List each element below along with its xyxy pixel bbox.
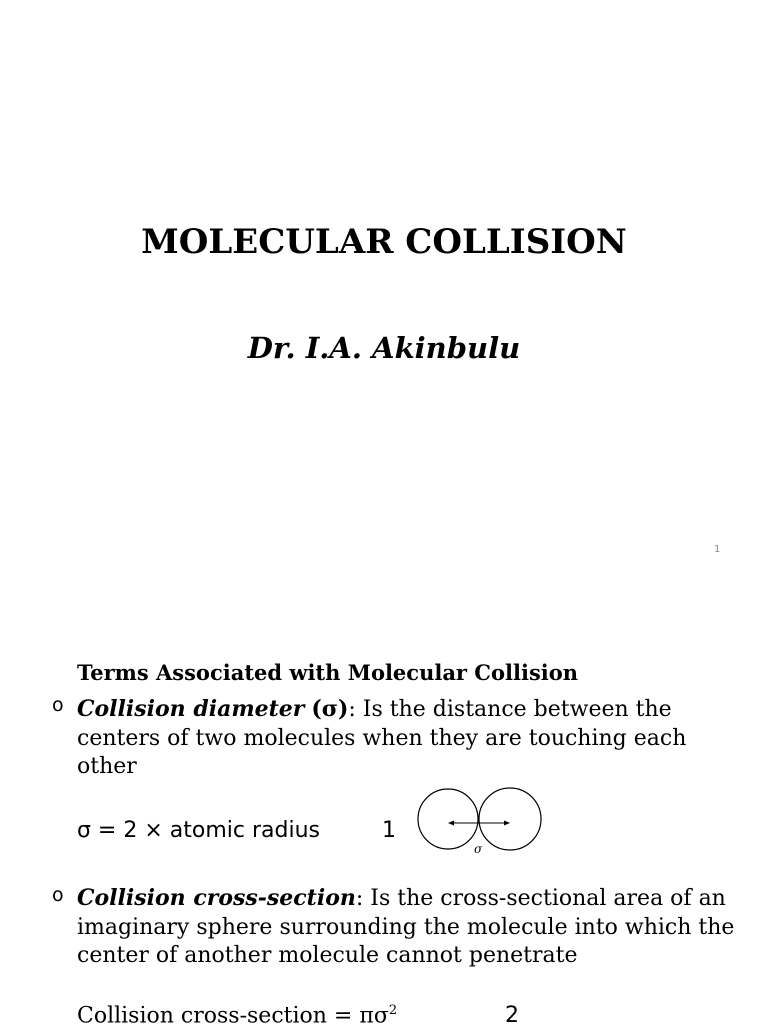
term-collision-cross-section <box>77 884 747 971</box>
term-definition: : Is the distance between the centers of two molecules when they are touching each other <box>77 697 687 779</box>
equation-number-2: 2 <box>505 1003 519 1028</box>
term-collision-diameter <box>77 695 747 782</box>
equation-cross-section <box>77 1003 397 1028</box>
formula-text: Collision cross-section = πσ <box>77 1003 389 1028</box>
term-symbol: (σ) <box>311 696 349 722</box>
equation-collision-diameter: σ = 2 × atomic radius <box>77 818 320 843</box>
equation-number-1: 1 <box>382 818 396 843</box>
sigma-label: σ <box>474 842 483 856</box>
bullet-marker: o <box>52 884 64 906</box>
formula-superscript: 2 <box>388 1003 398 1018</box>
page-number: 1 <box>714 544 721 555</box>
arrow-head-right <box>504 821 510 826</box>
bullet-marker: o <box>52 694 64 716</box>
collision-diameter-diagram <box>410 780 550 860</box>
arrow-head-left <box>448 821 454 826</box>
term-name: Collision diameter <box>77 696 305 722</box>
molecule-circle-left <box>418 789 478 849</box>
slide-author: Dr. I.A. Akinbulu <box>247 331 521 365</box>
slide-title: MOLECULAR COLLISION <box>141 222 627 262</box>
term-definition: : Is the cross-sectional area of an imaginary sphere surrounding the molecule into which the center of another molecule cannot penetrate <box>77 886 735 968</box>
section-heading: Terms Associated with Molecular Collision <box>77 660 579 685</box>
molecule-circle-right <box>479 788 541 850</box>
term-name: Collision cross-section <box>77 885 356 911</box>
